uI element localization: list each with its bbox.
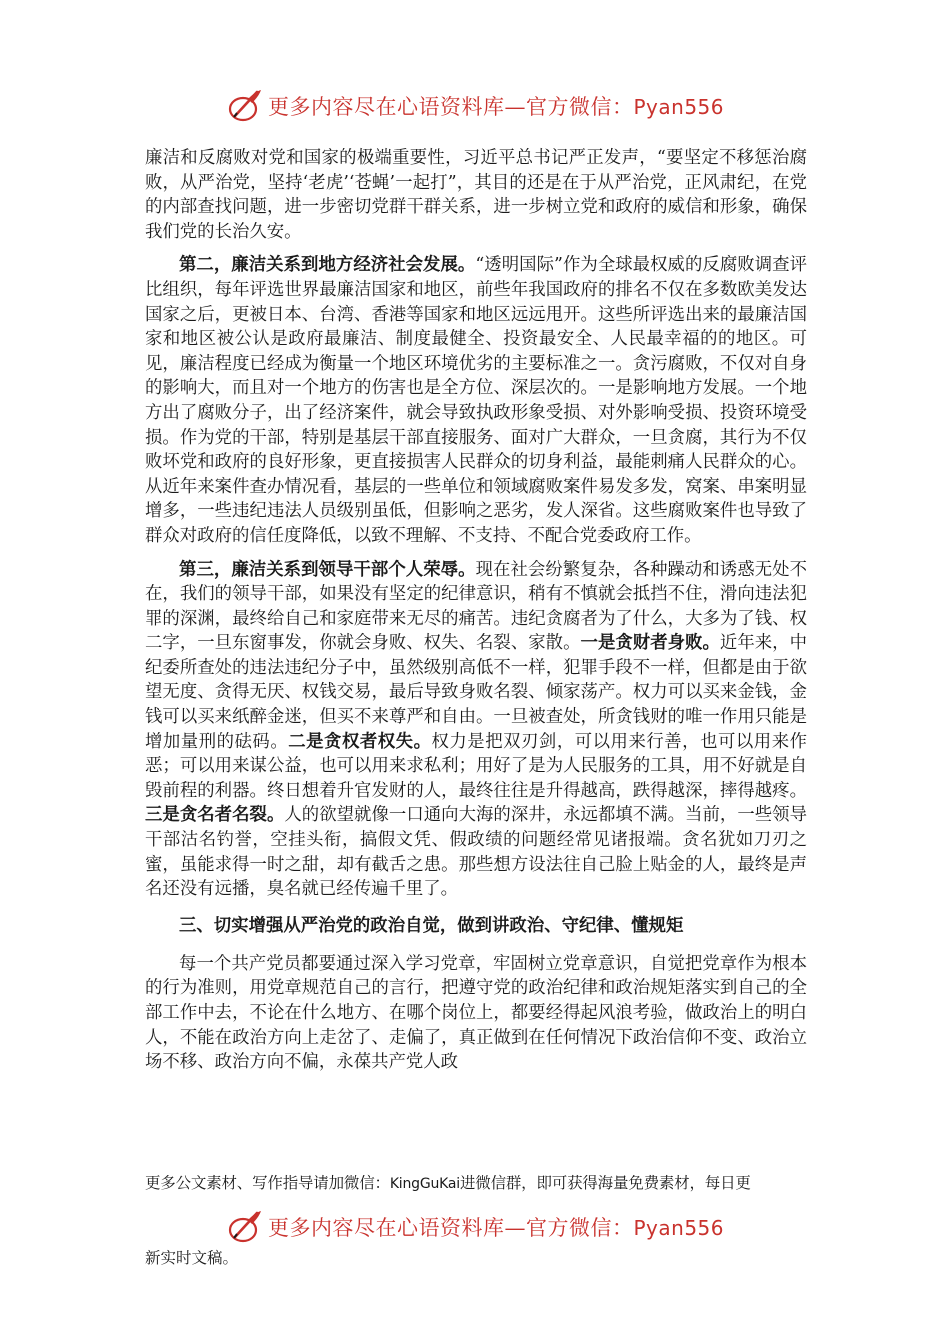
quill-logo-icon: [226, 1210, 264, 1244]
point-heading: 第二，廉洁关系到地方经济社会发展。: [179, 255, 476, 276]
section-heading: 三、切实增强从严治党的政治自觉，做到讲政治、守纪律、懂规矩: [179, 915, 684, 936]
paragraph-section-three: 每一个共产党员都要通过深入学习党章，牢固树立党章意识，自觉把党章作为根本的行为准则，用党章规范自己的言行，把遵守党的政治纪律和政治规矩落实到自己的全部工作中去，不论在什么地方、在哪个岗位上，都要经得起风浪考验，做政治上的明白人，不能在政治方向上走岔了、走偏了，真正做到在任何情况下政治信仰不变、政治立场不移、政治方向不偏，永葆共产党人政: [145, 953, 807, 1073]
paragraph-third-point: 第三，廉洁关系到领导干部个人荣辱。现在社会纷繁复杂，各种躁动和诱惑无处不在，我们的领导干部，如果没有坚定的纪律意识，稍有不慎就会抵挡不住，滑向违法犯罪的深渊，最终给自己和家庭带来无尽的痛苦。违纪贪腐者为了什么，大多为了钱、权二字，一旦东窗事发，你就会身败、权失、名裂、家散。一是贪财者身败。近年来，中纪委所查处的违法违纪分子中，虽然级别高低不一样，犯罪手段不一样，但都是由于欲望无度、贪得无厌、权钱交易，最后导致身败名裂、倾家荡产。权力可以买来金钱，金钱可以买来纸醉金迷，但买不来尊严和自由。一旦被查处，所贪钱财的唯一作用只能是增加量刑的砝码。二是贪权者权失。权力是把双刃剑，可以用来行善，也可以用来作恶；可以用来谋公益，也可以用来求私利；用好了是为人民服务的工具，用不好就是自毁前程的利器。终日想着升官发财的人，最终往往是升得越高，跌得越深，摔得越疼。三是贪名者名裂。人的欲望就像一口通向大海的深井，永远都填不满。当前，一些领导干部沽名钓誉，空挂头衔，搞假文凭、假政绩的问题经常见诸报端。贪名犹如刀刃之蜜，虽能求得一时之甜，却有截舌之患。那些想方设法往自己脸上贴金的人，最终是声名还没有远播，臭名就已经传遍千里了。: [145, 559, 807, 900]
paragraph-continued: 廉洁和反腐败对党和国家的极端重要性，习近平总书记严正发声，“要坚定不移惩治腐败，从严治党，坚持‘老虎’‘苍蝇’一起打”，其目的还是在于从严治党，正风肃纪，在党的内部查找问题，进一步密切党群干群关系，进一步树立党和政府的威信和形象，确保我们党的长治久安。: [145, 148, 807, 242]
footer-promo-line: 更多公文素材、写作指导请加微信：KingGuKai进微信群，即可获得海量免费素材，每日更: [145, 1174, 751, 1192]
paragraph-second-point: 第二，廉洁关系到地方经济社会发展。“透明国际”作为全球最权威的反腐败调查评比组织，每年评选世界最廉洁国家和地区，前些年我国政府的排名不仅在多数欧美发达国家之后，更被日本、台湾、香港等国家和地区远远甩开。这些所评选出来的最廉洁国家和地区被公认是政府最廉洁、制度最健全、投资最安全、人民最幸福的的地区。可见，廉洁程度已经成为衡量一个地区环境优劣的主要标准之一。贪污腐败，不仅对自身的影响大，而且对一个地方的伤害也是全方位、深层次的。一是影响地方发展。一个地方出了腐败分子，出了经济案件，就会导致执政形象受损、对外影响受损、投资环境受损。作为党的干部，特别是基层干部直接服务、面对广大群众，一旦贪腐，其行为不仅败坏党和政府的良好形象，更直接损害人民群众的切身利益，最能刺痛人民群众的心。从近年来案件查办情况看，基层的一些单位和领域腐败案件易发多发，窝案、串案明显增多，一些违纪违法人员级别虽低，但影响之恶劣，发人深省。这些腐败案件也导致了群众对政府的信任度降低，以致不理解、不支持、不配合党委政府工作。: [145, 255, 807, 546]
point-heading: 第三，廉洁关系到领导干部个人荣辱。: [179, 559, 476, 580]
quill-logo-icon: [226, 89, 264, 123]
footer-watermark-banner: [0, 1207, 950, 1247]
document-body: [145, 146, 807, 1075]
header-watermark-banner: [0, 86, 950, 126]
banner-text: 更多内容尽在心语资料库—官方微信：Pyan556: [267, 95, 724, 119]
footer-promo-tail: 新实时文稿。: [145, 1249, 239, 1267]
banner-text: 更多内容尽在心语资料库—官方微信：Pyan556: [267, 1216, 724, 1240]
